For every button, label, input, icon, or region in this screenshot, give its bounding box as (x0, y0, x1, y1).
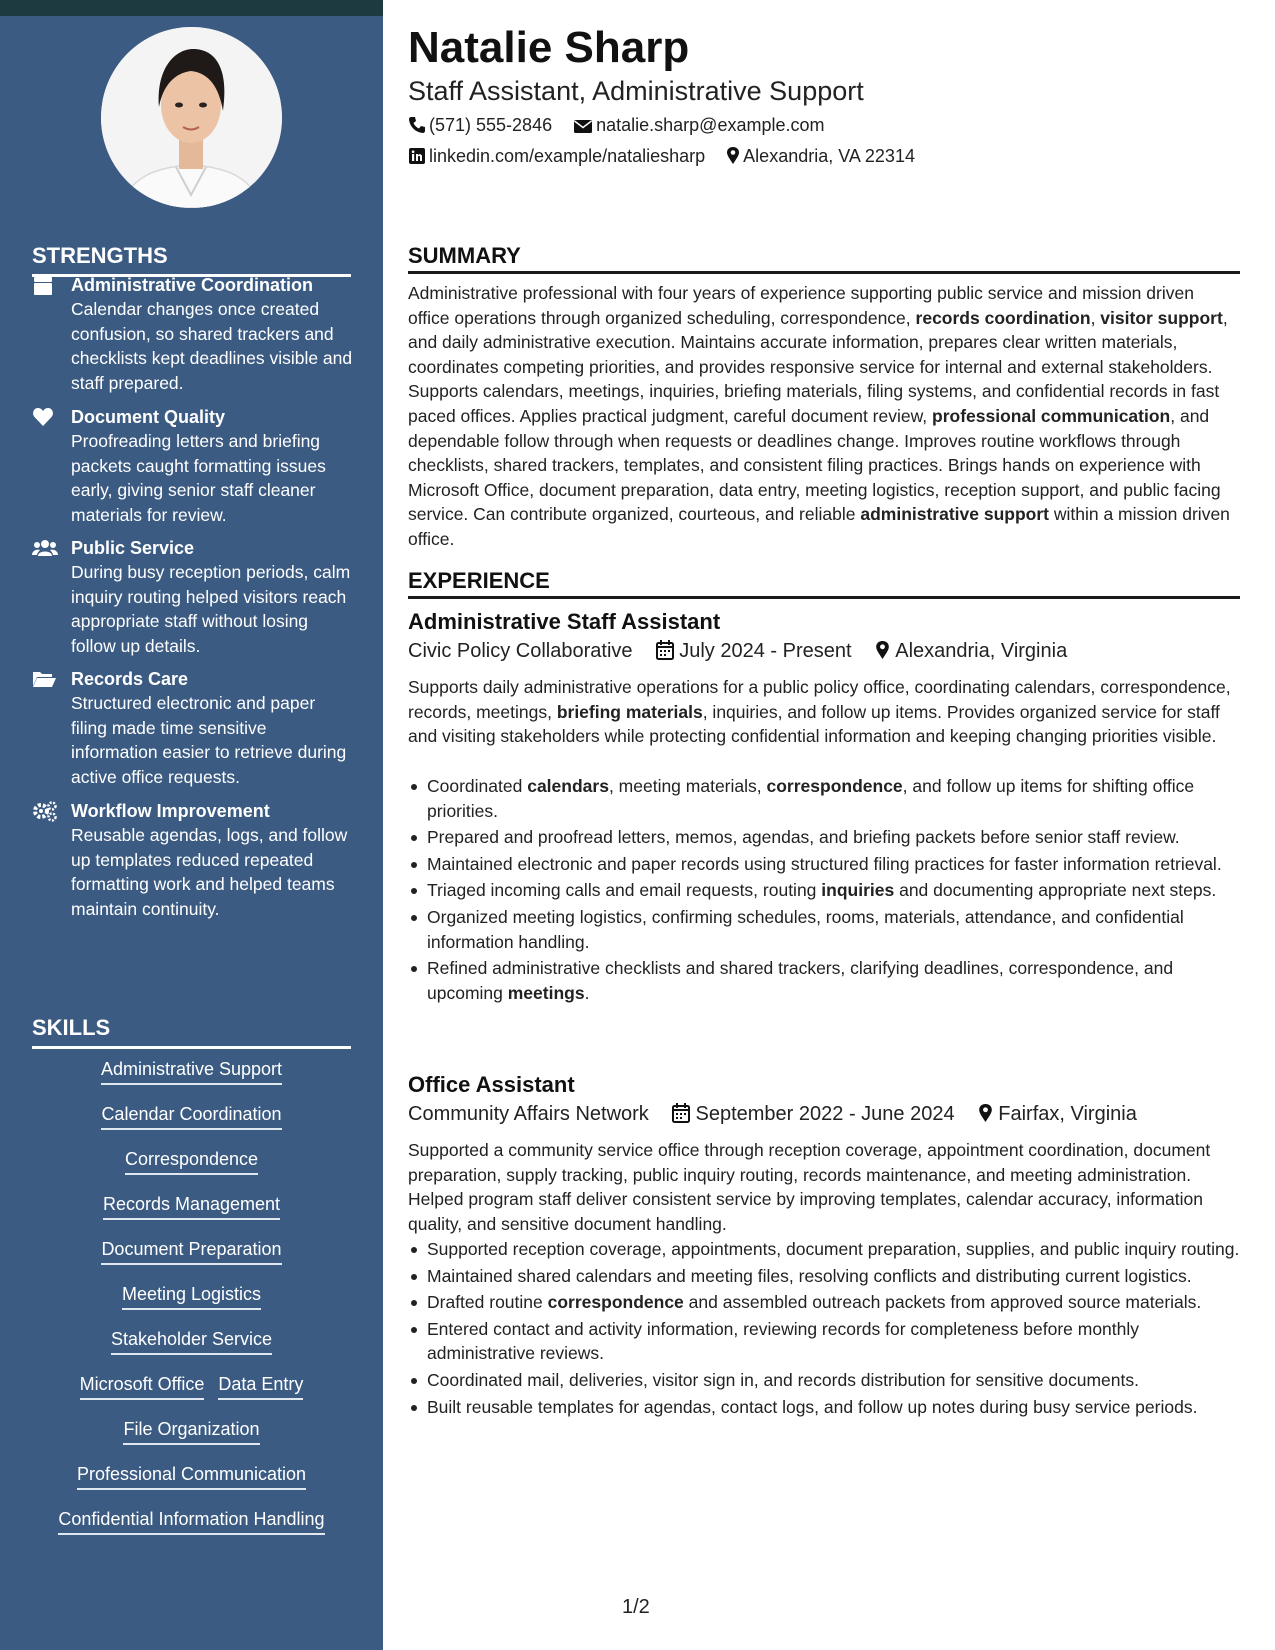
skill-tag: Stakeholder Service (111, 1328, 272, 1355)
bullet-item: Supported reception coverage, appointments, document preparation, supplies, and public inquiry routing. (408, 1237, 1240, 1262)
strength-description: Reusable agendas, logs, and follow up templates reduced repeated formatting work and helped teams maintain continuity. (71, 825, 348, 919)
job-location: Fairfax, Virginia (998, 1103, 1137, 1126)
skill-tag: Calendar Coordination (101, 1103, 281, 1130)
envelope-icon (573, 118, 593, 134)
skill-tag: Professional Communication (77, 1463, 306, 1490)
bullet-item: Organized meeting logistics, confirming schedules, rooms, materials, attendance, and confidential information handling. (408, 905, 1240, 954)
skill-tag: Confidential Information Handling (58, 1508, 324, 1535)
job-bullets (408, 1237, 1240, 1421)
job-title: Administrative Staff Assistant (408, 609, 721, 634)
linkedin-text: linkedin.com/example/nataliesharp (429, 146, 706, 166)
skills-list (32, 1058, 351, 1553)
bullet-item: Triaged incoming calls and email requests, routing inquiries and documenting appropriate next steps. (408, 878, 1240, 903)
job-location: Alexandria, Virginia (895, 640, 1068, 663)
strength-title: Public Service (71, 538, 195, 558)
company-name: Civic Policy Collaborative (408, 640, 633, 663)
map-pin-icon (726, 146, 740, 165)
bullet-item: Coordinated mail, deliveries, visitor sign in, and records distribution for sensitive documents. (408, 1368, 1240, 1393)
bullet-item: Refined administrative checklists and shared trackers, clarifying deadlines, correspondence, and upcoming meetings. (408, 956, 1240, 1005)
phone-contact[interactable] (408, 113, 552, 137)
bullet-item: Entered contact and activity information, reviewing records for completeness before monthly administrative reviews. (408, 1317, 1240, 1366)
bullet-item: Maintained shared calendars and meeting files, resolving conflicts and distributing current logistics. (408, 1264, 1240, 1289)
strength-description: Structured electronic and paper filing made time sensitive information easier to retrieve during active office requests. (71, 693, 347, 787)
map-pin-icon (978, 1103, 993, 1123)
calendar-icon (656, 640, 674, 660)
profile-photo (101, 27, 282, 208)
skill-tag: Microsoft Office (80, 1373, 205, 1400)
skill-tag: Administrative Support (101, 1058, 282, 1085)
skill-tag: Data Entry (218, 1373, 303, 1400)
bullet-item: Built reusable templates for agendas, contact logs, and follow up notes during busy service periods. (408, 1395, 1240, 1420)
calendar-icon (32, 274, 56, 296)
skill-tag: Records Management (103, 1193, 280, 1220)
experience-heading: EXPERIENCE (408, 568, 1240, 599)
users-icon (32, 537, 56, 559)
bullet-item: Maintained electronic and paper records using structured filing practices for faster information retrieval. (408, 852, 1240, 877)
page-number: 1/2 (622, 1596, 650, 1618)
job-title: Office Assistant (408, 1072, 575, 1097)
skill-tag: Meeting Logistics (122, 1283, 261, 1310)
strengths-heading: STRENGTHS (32, 243, 351, 277)
strength-title: Document Quality (71, 407, 226, 427)
bullet-item: Drafted routine correspondence and assembled outreach packets from approved source materials. (408, 1290, 1240, 1315)
calendar-icon (672, 1103, 690, 1123)
strength-title: Workflow Improvement (71, 801, 270, 821)
phone-icon (408, 116, 426, 134)
linkedin-contact[interactable] (408, 144, 705, 168)
summary-text: Administrative professional with four years of experience supporting public service and mission driven office operations through organized scheduling, correspondence, records coordination, visitor support, and daily administrative execution. Maintains accurate information, prepares clear written materials, coordinates competing priorities, and provides responsive service for internal and external stakeholders. Supports calendars, meetings, inquiries, briefing materials, filing systems, and confidential records in fast paced offices. Applies practical judgment, careful document review, professional communication, and dependable follow through when requests or deadlines change. Improves routine workflows through checklists, shared trackers, templates, and consistent filing practices. Brings hands on experience with Microsoft Office, document preparation, data entry, meeting logistics, reception support, and public facing service. Can contribute organized, courteous, and reliable administrative support within a mission driven office. (408, 283, 1230, 549)
skill-tag: Correspondence (125, 1148, 258, 1175)
skill-tag: File Organization (123, 1418, 259, 1445)
job-bullets (408, 774, 1240, 1007)
contact-line (408, 144, 931, 168)
job-dates: July 2024 - Present (679, 640, 852, 663)
skills-heading: SKILLS (32, 1015, 351, 1049)
heart-icon (32, 406, 56, 428)
strength-description: Calendar changes once created confusion, so shared trackers and checklists kept deadlines visible and staff prepared. (71, 299, 353, 393)
email-text: natalie.sharp@example.com (596, 115, 825, 135)
email-contact[interactable] (573, 113, 824, 137)
map-pin-icon (875, 640, 890, 660)
sidebar-top-bar (0, 0, 383, 16)
job-dates: September 2022 - June 2024 (695, 1103, 955, 1126)
contact-line (408, 113, 841, 137)
job-meta (408, 1103, 1137, 1126)
bullet-item: Coordinated calendars, meeting materials, correspondence, and follow up items for shifting office priorities. (408, 774, 1240, 823)
summary-heading: SUMMARY (408, 243, 1240, 274)
sidebar (0, 0, 383, 1650)
gears-icon (32, 800, 56, 822)
strength-title: Records Care (71, 669, 189, 689)
job-description: Supports daily administrative operations for a public policy office, coordinating calendars, correspondence, records, meetings, briefing materials, inquiries, and follow up items. Provides organized service for staff and visiting stakeholders while protecting confidential information and keeping changing priorities visible. (408, 677, 1231, 747)
bullet-item: Prepared and proofread letters, memos, agendas, and briefing packets before senior staff review. (408, 825, 1240, 850)
phone-text: (571) 555-2846 (429, 115, 553, 135)
linkedin-icon (408, 147, 426, 165)
skill-tag: Document Preparation (101, 1238, 281, 1265)
candidate-name: Natalie Sharp (408, 23, 690, 72)
company-name: Community Affairs Network (408, 1103, 649, 1126)
job-meta (408, 640, 1067, 663)
location-text: Alexandria, VA 22314 (743, 146, 915, 166)
location-contact (726, 144, 915, 168)
folder-icon (32, 668, 56, 690)
strength-title: Administrative Coordination (71, 275, 314, 295)
strength-description: During busy reception periods, calm inquiry routing helped visitors reach appropriate staff without losing follow up details. (71, 562, 351, 656)
candidate-role: Staff Assistant, Administrative Support (408, 76, 864, 106)
strength-description: Proofreading letters and briefing packets caught formatting issues early, giving senior staff cleaner materials for review. (71, 431, 326, 525)
job-description: Supported a community service office through reception coverage, appointment coordination, document preparation, supply tracking, public inquiry routing, records maintenance, and meeting administration. Helped program staff deliver consistent service by improving templates, calendar accuracy, information quality, and sensitive document handling. (408, 1140, 1211, 1234)
